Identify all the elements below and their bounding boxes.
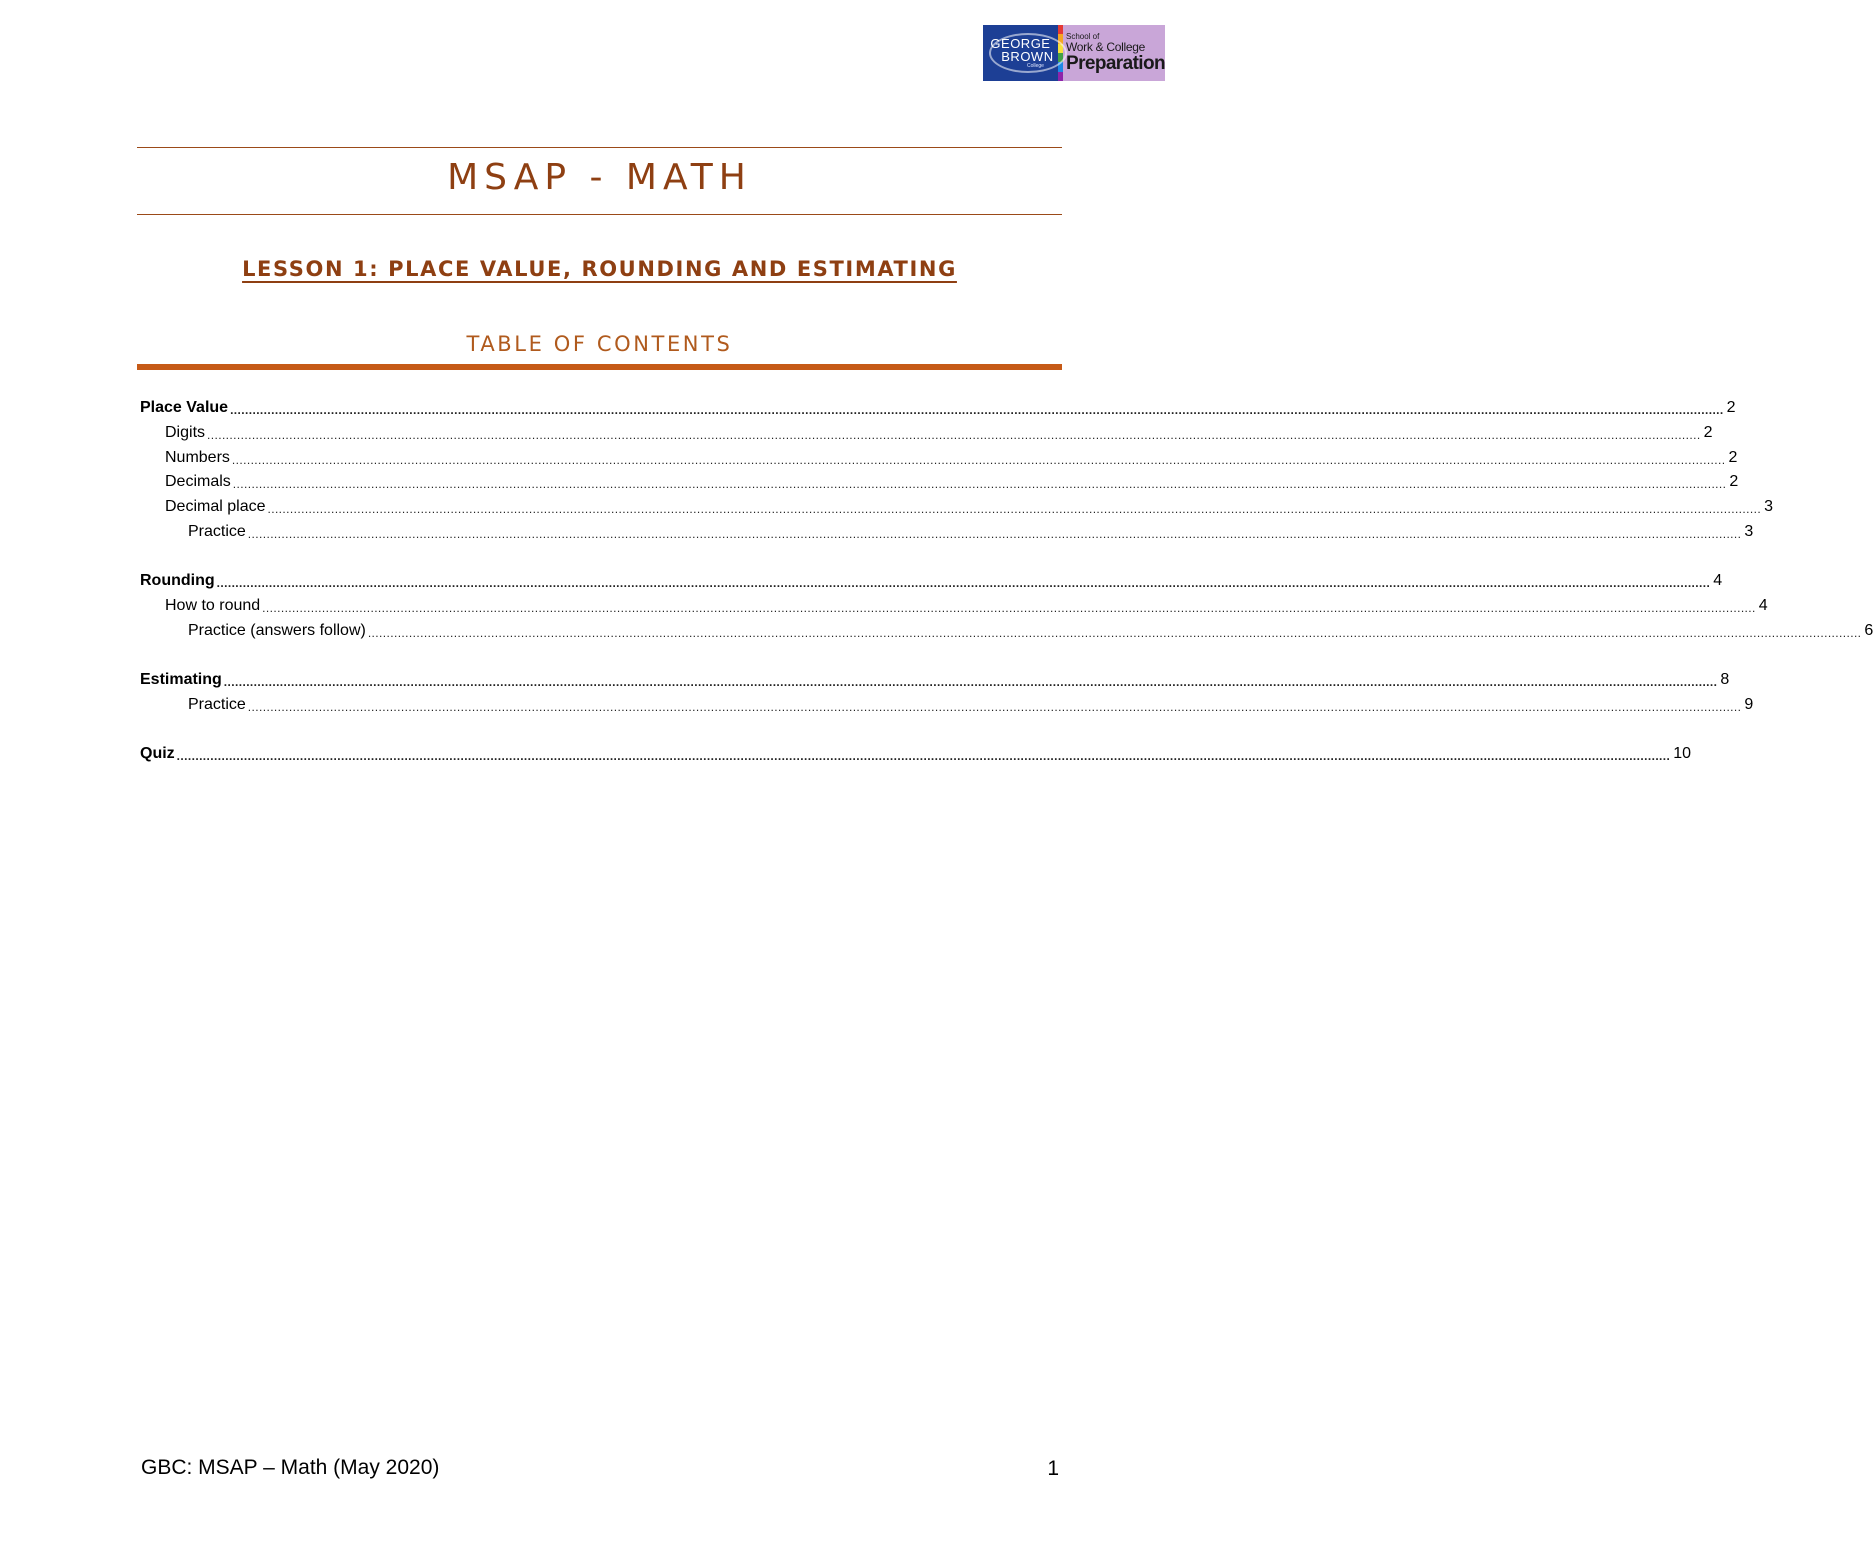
toc-dot-leader: ................................................................................................................................................................................................................................................................................................................................................................................................................ bbox=[367, 626, 1862, 640]
logo-work-college: Work & College bbox=[1066, 40, 1145, 54]
toc-entry-label: Estimating bbox=[140, 671, 222, 688]
logo-preparation: Preparation bbox=[1066, 53, 1165, 74]
toc-dot-leader: ................................................................................................................................................................................................................................................................................................................................................................................................................ bbox=[231, 453, 1726, 467]
toc-entry-page: 9 bbox=[1744, 696, 1754, 713]
toc-heading-rule bbox=[137, 364, 1062, 370]
toc-entry-page: 2 bbox=[1726, 399, 1736, 416]
school-wordmark bbox=[1063, 25, 1165, 81]
george-brown-logo bbox=[983, 25, 1165, 81]
lesson-title-text: LESSON 1: PLACE VALUE, ROUNDING AND ESTIMATING bbox=[242, 257, 957, 281]
toc-entry-label: Place Value bbox=[140, 399, 229, 416]
toc-entry[interactable] bbox=[140, 668, 1730, 690]
toc-entry-label: Numbers bbox=[165, 449, 230, 466]
toc-entry[interactable] bbox=[165, 495, 1773, 517]
toc-entry[interactable] bbox=[165, 421, 1713, 443]
toc-entry[interactable] bbox=[140, 396, 1736, 418]
toc-entry-page: 10 bbox=[1673, 745, 1692, 762]
toc-entry-label: Practice bbox=[188, 696, 246, 713]
toc-entry[interactable] bbox=[140, 742, 1692, 764]
toc-entry[interactable] bbox=[140, 569, 1723, 591]
toc-entry-label: Digits bbox=[165, 424, 206, 441]
toc-dot-leader: ................................................................................................................................................................................................................................................................................................................................................................................................................ bbox=[176, 749, 1671, 763]
toc-entry-page: 8 bbox=[1720, 671, 1730, 688]
toc-dot-leader: ................................................................................................................................................................................................................................................................................................................................................................................................................ bbox=[247, 527, 1742, 541]
toc-dot-leader: ................................................................................................................................................................................................................................................................................................................................................................................................................ bbox=[216, 576, 1711, 590]
toc-dot-leader: ................................................................................................................................................................................................................................................................................................................................................................................................................ bbox=[232, 477, 1727, 491]
toc-dot-leader: ................................................................................................................................................................................................................................................................................................................................................................................................................ bbox=[262, 601, 1756, 615]
toc-entry[interactable] bbox=[188, 520, 1754, 542]
title-rule-top bbox=[137, 147, 1062, 148]
footer-text: GBC: MSAP – Math (May 2020) bbox=[141, 1456, 440, 1479]
logo-word-george: GEORGE bbox=[990, 36, 1051, 51]
toc-entry-label: Practice bbox=[188, 523, 246, 540]
toc-entry-label: Quiz bbox=[140, 745, 175, 762]
toc-entry-page: 4 bbox=[1713, 572, 1723, 589]
toc-entry-page: 3 bbox=[1744, 523, 1754, 540]
logo-school-of: School of bbox=[1066, 32, 1100, 41]
toc-entry-page: 2 bbox=[1729, 473, 1739, 490]
toc-heading: TABLE OF CONTENTS bbox=[466, 332, 733, 356]
toc-entry-page: 4 bbox=[1758, 597, 1768, 614]
toc-entry-label: Decimals bbox=[165, 473, 231, 490]
lesson-title bbox=[137, 257, 1062, 281]
toc-dot-leader: ................................................................................................................................................................................................................................................................................................................................................................................................................ bbox=[223, 675, 1718, 689]
logo-word-brown: BROWN bbox=[1001, 49, 1054, 64]
toc-dot-leader: ................................................................................................................................................................................................................................................................................................................................................................................................................ bbox=[267, 502, 1762, 516]
toc-entry[interactable] bbox=[188, 619, 1873, 641]
toc-entry[interactable] bbox=[188, 693, 1754, 715]
toc-entry-page: 3 bbox=[1764, 498, 1773, 515]
toc-entry[interactable] bbox=[165, 594, 1768, 616]
logo-word-college: College bbox=[1026, 63, 1044, 69]
toc-entry-page: 2 bbox=[1728, 449, 1738, 466]
toc-entry-page: 2 bbox=[1703, 424, 1713, 441]
document-title: MSAP - MATH bbox=[447, 157, 752, 198]
toc-dot-leader: ................................................................................................................................................................................................................................................................................................................................................................................................................ bbox=[207, 428, 1701, 442]
title-rule-bottom bbox=[137, 214, 1062, 215]
toc-entry-label: Decimal place bbox=[165, 498, 266, 515]
toc-entry-page: 6 bbox=[1864, 622, 1873, 639]
toc-entry-label: How to round bbox=[165, 597, 261, 614]
toc-dot-leader: ................................................................................................................................................................................................................................................................................................................................................................................................................ bbox=[247, 700, 1742, 714]
george-brown-wordmark bbox=[983, 25, 1058, 81]
toc-entry[interactable] bbox=[165, 446, 1738, 468]
toc-entry[interactable] bbox=[165, 470, 1739, 492]
toc-entry-label: Practice (answers follow) bbox=[188, 622, 366, 639]
toc-dot-leader: ................................................................................................................................................................................................................................................................................................................................................................................................................ bbox=[230, 403, 1724, 417]
toc-entry-label: Rounding bbox=[140, 572, 215, 589]
footer-page-number: 1 bbox=[1047, 1457, 1059, 1480]
